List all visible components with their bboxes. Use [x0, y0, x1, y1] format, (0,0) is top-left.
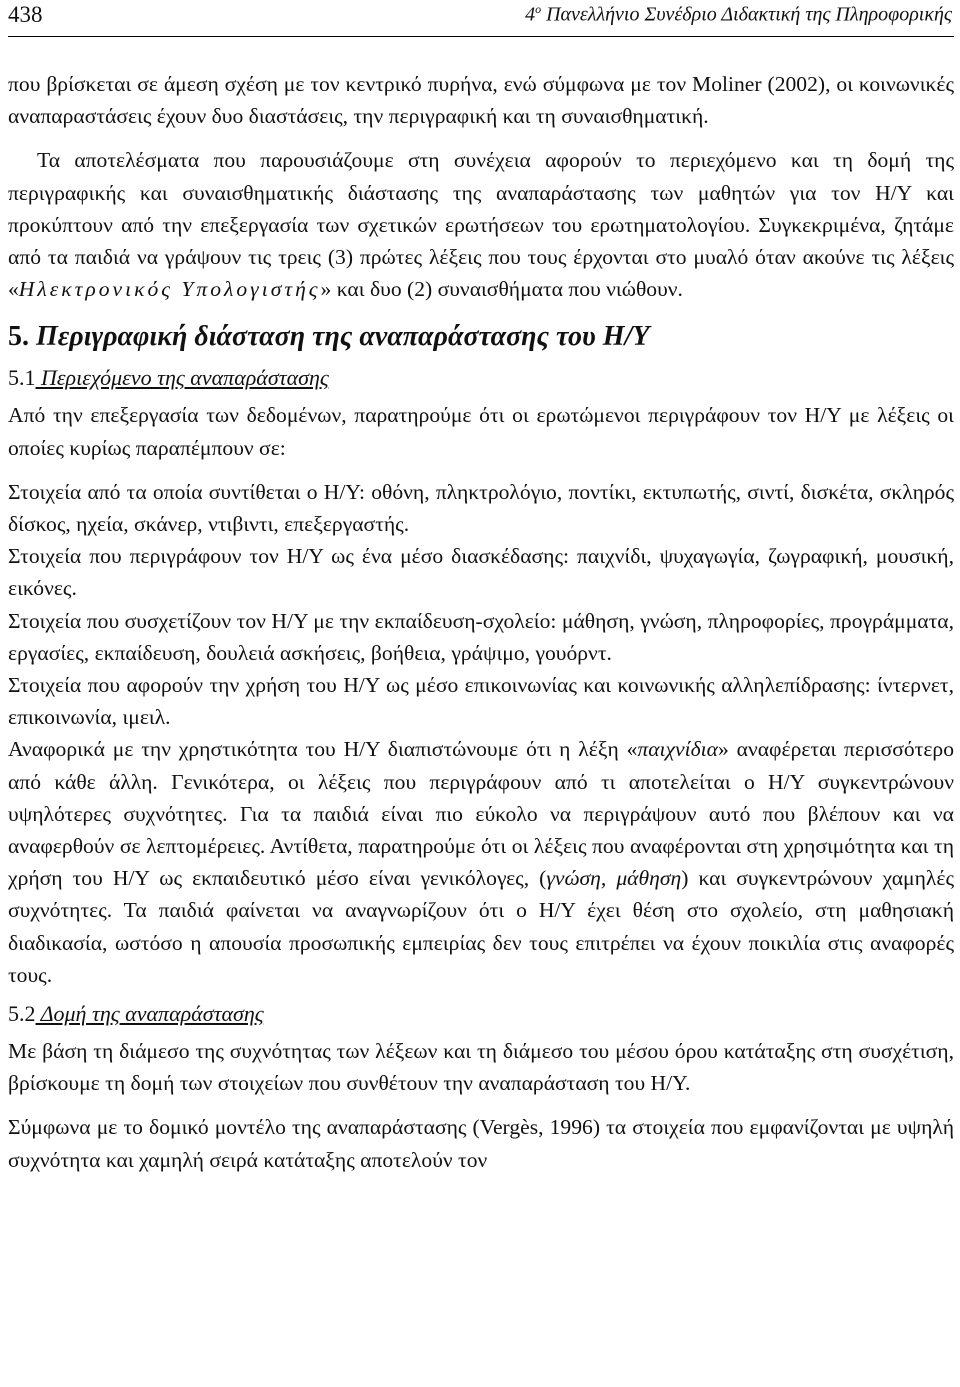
- list-item: Στοιχεία που αφορούν την χρήση του Η/Υ ως μέσο επικοινωνίας και κοινωνικής αλληλεπίδρασης: ίντερνετ, επικοινωνία, ιμειλ.: [8, 673, 954, 730]
- paragraph-results-intro: Τα αποτελέσματα που παρουσιάζουμε στη συνέχεια αφορούν το περιεχόμενο και τη δομή της περιγραφικής και συναισθηματικής διάστασης της αναπαράστασης των μαθητών για τον Η/Υ και προκύπτουν από την επεξεργασία των σχετικών ερωτήσεων του ερωτηματολογίου. Συγκεκριμένα, ζητάμε από τα παιδιά να γράψουν τις τρεις (3) πρώτες λέξεις που τους έρχονται στο μυαλό όταν ακούνε τις λέξεις «Ηλεκτρονικός Υπολογιστής» και δυο (2) συναισθήματα που νιώθουν.: [8, 148, 954, 302]
- list-item: Στοιχεία από τα οποία συντίθεται ο Η/Υ: οθόνη, πληκτρολόγιο, ποντίκι, εκτυπωτής, σιντί, δισκέτα, σκληρός δίσκος, ηχεία, σκάνερ, ντιβιντι, επεξεργαστής.: [8, 479, 954, 537]
- emphasized-term: Ηλεκτρονικός Υπολογιστής: [18, 277, 321, 302]
- subsection-heading-5-1: 5.1 Περιεχόμενο της αναπαράστασης: [8, 365, 329, 391]
- running-title: $4^o$ Πανελλήνιο Συνέδριο Διδακτική της Πληροφορικής: [525, 2, 952, 26]
- paragraph-structure: Με βάση τη διάμεσο της συχνότητας των λέξεων και τη διάμεσο του μέσου όρου κατάταξης στη συσχέτιση, βρίσκουμε τη δομή των στοιχείων που συνθέτουν την αναπαράσταση του Η/Υ.: [8, 1039, 954, 1096]
- section-heading-5: 5. Περιγραφική διάσταση της αναπαράστασης του Η/Υ: [8, 321, 650, 353]
- page-number: 438: [8, 2, 43, 27]
- paragraph-continuation: που βρίσκεται σε άμεση σχέση με τον κεντρικό πυρήνα, ενώ σύμφωνα με τον Moliner (2002), οι κοινωνικές αναπαραστάσεις έχουν δυο διαστάσεις, την περιγραφική και τη συναισθηματική.: [8, 72, 954, 129]
- subsection-heading-5-2: 5.2 Δομή της αναπαράστασης: [8, 1001, 264, 1027]
- page-body: [8, 68, 954, 1176]
- page-header: [8, 0, 954, 37]
- paragraph-usability: Αναφορικά με την χρηστικότητα του Η/Υ διαπιστώνουμε ότι η λέξη «παιχνίδια» αναφέρεται περισσότερο από κάθε άλλη. Γενικότερα, οι λέξεις που περιγράφουν από τι αποτελείται ο Η/Υ συγκεντρώνουν υψηλότερες συχνότητες. Για τα παιδιά είναι πιο εύκολο να περιγράψουν αυτό που βλέπουν και να αναφερθούν σε λεπτομέρειες. Αντίθετα, παρατηρούμε ότι οι λέξεις που αναφέρονται στη χρησιμότητα και τη χρήση του Η/Υ ως εκπαιδευτικό μέσο είναι γενικόλογες, (γνώση, μάθηση) και συγκεντρώνουν χαμηλές συχνότητες. Τα παιδιά φαίνεται να αναγνωρίζουν ότι ο Η/Υ έχει θέση στο σχολείο, στη μαθησιακή διαδικασία, ωστόσο η απουσία προσωπικής εμπειρίας δεν τους επιτρέπει να έχουν ποικιλία στις αναφορές τους.: [8, 737, 954, 987]
- paragraph-data-processing: Από την επεξεργασία των δεδομένων, παρατηρούμε ότι οι ερωτώμενοι περιγράφουν τον Η/Υ με λέξεις οι οποίες κυρίως παραπέμπουν σε:: [8, 403, 954, 460]
- list-item: Στοιχεία που περιγράφουν τον Η/Υ ως ένα μέσο διασκέδασης: παιχνίδι, ψυχαγωγία, ζωγραφική, μουσική, εικόνες.: [8, 544, 954, 601]
- list-item: Στοιχεία που συσχετίζουν τον Η/Υ με την εκπαίδευση-σχολείο: μάθηση, γνώση, πληροφορίες, προγράμματα, εργασίες, εκπαίδευση, δουλειά ασκήσεις, βοήθεια, γράψιμο, γουόρντ.: [8, 608, 954, 665]
- paragraph-structural-model: Σύμφωνα με το δομικό μοντέλο της αναπαράστασης (Vergès, 1996) τα στοιχεία που εμφανίζονται με υψηλή συχνότητα και χαμηλή σειρά κατάταξης αποτελούν τον: [8, 1115, 954, 1172]
